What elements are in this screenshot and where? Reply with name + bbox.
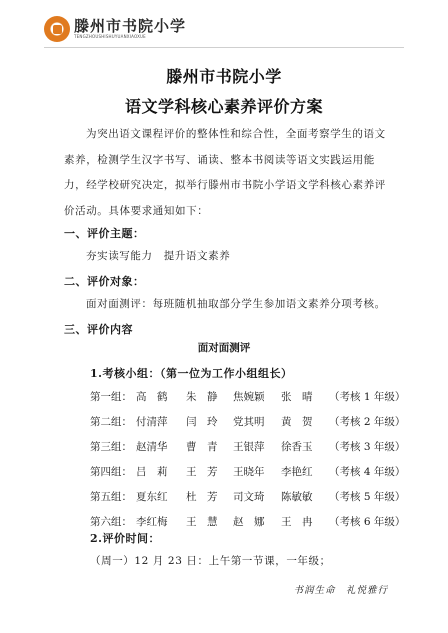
school-logo-icon [44,16,70,42]
section-1-heading: 一、评价主题： [64,227,145,240]
subsection-title: 面对面测评 [197,342,251,354]
header-school-name: 滕州市书院小学 [74,17,187,35]
doc-title-school: 滕州市书院小学 [166,67,282,86]
doc-title-plan: 语文学科核心素养评价方案 [124,97,323,116]
header-school-pinyin: TENGZHOUSHISHUYUANXIAOXUE [74,34,146,39]
section-2-body: 面对面测评：每班随机抽取部分学生参加语文素养分项考核。 [86,298,386,310]
header-divider [44,47,404,48]
footer-motto: 书润生命 礼悦雅行 [293,585,388,596]
section-1-body: 夯实读写能力 提升语文素养 [86,250,231,262]
team-heading: 1.考核小组：（第一位为工作小组组长） [90,367,293,380]
section-3-heading: 三、评价内容 [64,323,133,336]
time-body: （周一）12 月 23 日：上午第一节课，一年级； [90,555,331,567]
school-header [44,16,186,42]
section-2-heading: 二、评价对象： [64,275,145,288]
group-row: 第三组： 赵清华 曹 青 王银萍 徐香玉 （考核 3 年级） [90,441,406,453]
group-row: 第一组： 高 鹤 朱 静 焦婉颖 张 晴 （考核 1 年级） [90,391,406,403]
group-row: 第六组： 李红梅 王 慧 赵 娜 王 冉 （考核 6 年级） [90,516,406,528]
group-row: 第四组： 吕 莉 王 芳 王晓年 李艳红 （考核 4 年级） [90,466,406,478]
intro-paragraph: 为突出语文课程评价的整体性和综合性，全面考察学生的语文素养，检测学生汉字书写、诵读、整本书阅读等语文实践运用能力，经学校研究决定，拟举行滕州市书院小学语文学科核心素养评价活动。具体要求通知如下： [64,128,386,217]
time-heading: 2.评价时间： [90,532,160,545]
group-row: 第二组： 付清萍 闫 玲 党其明 黄 贺 （考核 2 年级） [90,416,406,428]
group-row: 第五组： 夏东红 杜 芳 司文琦 陈敏敏 （考核 5 年级） [90,491,406,503]
